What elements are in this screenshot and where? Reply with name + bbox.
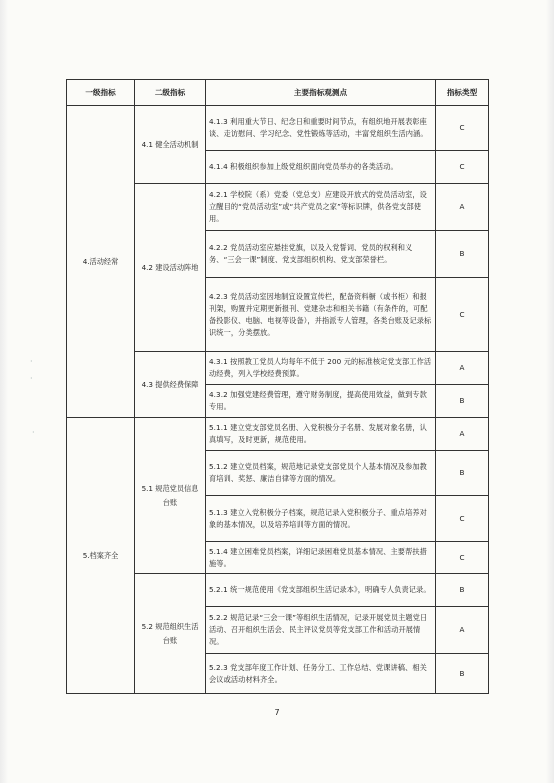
table-row — [67, 418, 489, 451]
page-number: 7 — [274, 708, 280, 717]
header-type: 指标类型 — [436, 80, 489, 106]
observation-cell: 4.2.2 党员活动室应悬挂党旗，以及入党誓词、党员的权利和义务、“三会一课”制度、党支部组织机构、党支部荣誉栏。 — [206, 231, 436, 278]
header-level2: 二级指标 — [135, 80, 206, 106]
level2-cell: 4.3 提供经费保障 — [135, 352, 206, 418]
scan-mark: · — [32, 428, 35, 437]
observation-cell: 4.1.4 积极组织参加上级党组织面向党员举办的各类活动。 — [206, 151, 436, 184]
type-cell: B — [436, 385, 489, 418]
type-cell: A — [436, 607, 489, 654]
type-cell: C — [436, 542, 489, 574]
type-cell: B — [436, 574, 489, 607]
observation-cell: 5.2.3 党支部年度工作计划、任务分工、工作总结、党课讲稿、相关会议或活动材料齐全。 — [206, 654, 436, 694]
observation-cell: 4.3.2 加强党建经费管理，遵守财务制度，提高使用效益，做到专款专用。 — [206, 385, 436, 418]
table-row — [67, 106, 489, 151]
level1-cell: 4.活动经常 — [67, 106, 135, 418]
type-cell: C — [436, 278, 489, 352]
observation-cell: 4.2.3 党员活动室因地制宜设置宣传栏，配备资料橱（或书柜）和报刊架，购置并定期更新报刊、党建杂志和相关书籍（有条件的，可配备投影仪、电脑、电视等设备），并指派专人管理，各类台账及记录标识统一，分类摆放。 — [206, 278, 436, 352]
observation-cell: 5.1.1 建立党支部党员名册、入党积极分子名册、发展对象名册，认真填写，及时更新，规范使用。 — [206, 418, 436, 451]
type-cell: C — [436, 106, 489, 151]
scan-mark: · — [30, 374, 33, 383]
header-observation: 主要指标观测点 — [206, 80, 436, 106]
table-header-row — [67, 80, 489, 106]
observation-cell: 4.1.3 利用重大节日、纪念日和重要时间节点，有组织地开展表彰座谈、走访慰问、学习纪念、党性锻炼等活动，丰富党组织生活内涵。 — [206, 106, 436, 151]
type-cell: B — [436, 654, 489, 694]
indicator-table — [66, 79, 489, 694]
type-cell: A — [436, 184, 489, 231]
observation-cell: 5.2.1 统一规范使用《党支部组织生活记录本》，明确专人负责记录。 — [206, 574, 436, 607]
observation-cell: 5.2.2 规范记录“三会一课”等组织生活情况，记录开展党员主题党日活动、召开组织生活会、民主评议党员等党支部工作和活动开展情况。 — [206, 607, 436, 654]
level2-cell: 5.1 规范党员信息台账 — [135, 418, 206, 574]
observation-cell: 5.1.2 建立党员档案，规范地记录党支部党员个人基本情况及参加教育培训、奖惩、廉洁自律等方面的情况。 — [206, 451, 436, 496]
type-cell: B — [436, 231, 489, 278]
level2-cell: 5.2 规范组织生活台账 — [135, 574, 206, 694]
observation-cell: 4.2.1 学校院（系）党委（党总支）应建设开放式的党员活动室，设立醒目的“党员活动室”或“共产党员之家”等标识牌，供各党支部使用。 — [206, 184, 436, 231]
observation-cell: 4.3.1 按照教工党员人均每年不低于 200 元的标准核定党支部工作活动经费，列入学校经费预算。 — [206, 352, 436, 385]
level2-cell: 4.2 建设活动阵地 — [135, 184, 206, 352]
level1-cell: 5.档案齐全 — [67, 418, 135, 694]
type-cell: C — [436, 496, 489, 542]
type-cell: A — [436, 418, 489, 451]
type-cell: B — [436, 451, 489, 496]
level2-cell: 4.1 健全活动机制 — [135, 106, 206, 184]
header-level1: 一级指标 — [67, 80, 135, 106]
type-cell: C — [436, 151, 489, 184]
scan-mark: · — [30, 357, 33, 366]
type-cell: A — [436, 352, 489, 385]
observation-cell: 5.1.4 建立困难党员档案，详细记录困难党员基本情况、主要帮扶措施等。 — [206, 542, 436, 574]
observation-cell: 5.1.3 建立入党积极分子档案，规范记录入党积极分子、重点培养对象的基本情况，以及培养培训等方面的情况。 — [206, 496, 436, 542]
